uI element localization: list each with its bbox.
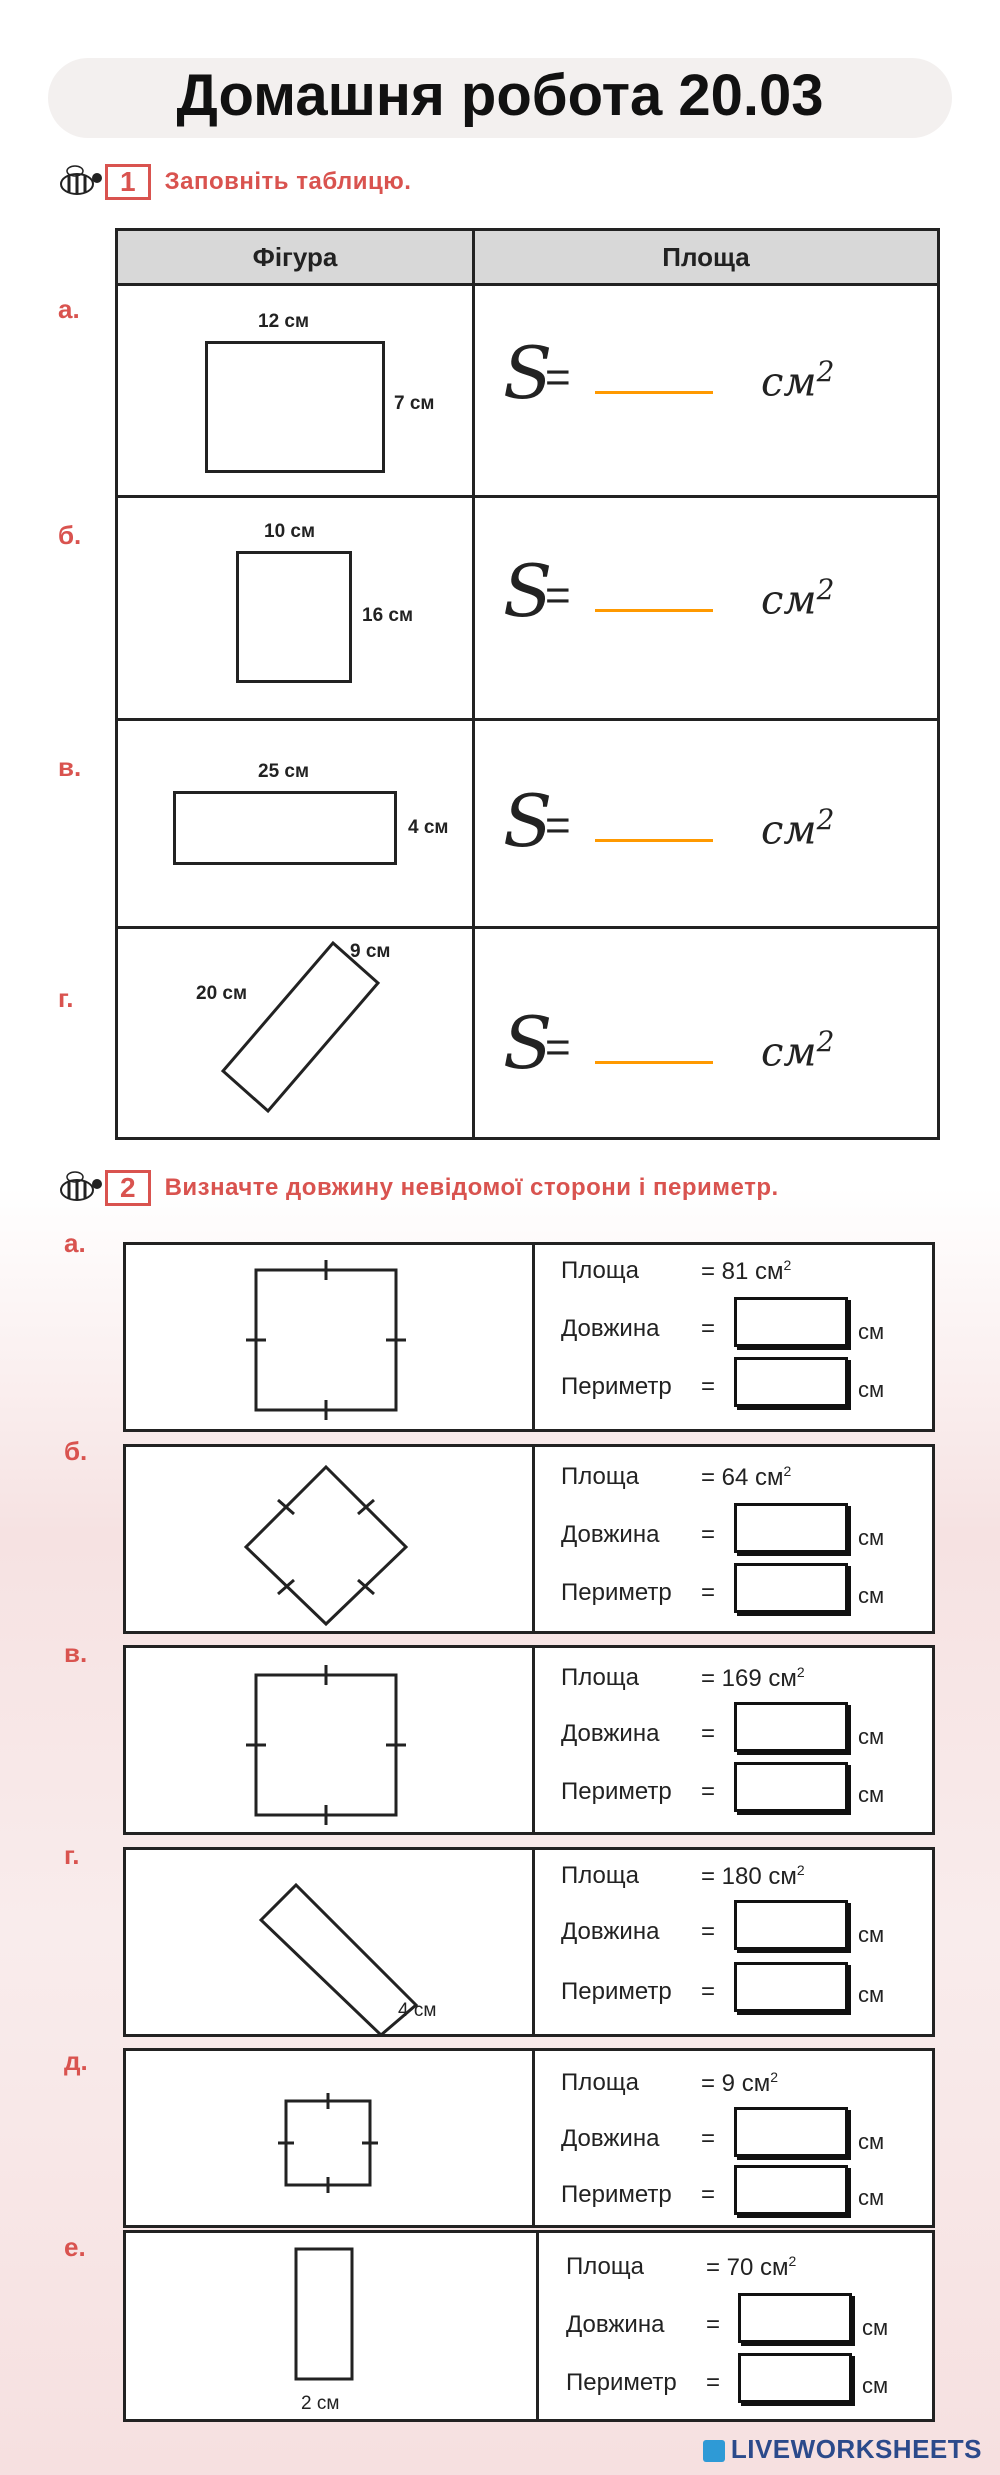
task2-letter-b: б. (64, 1436, 88, 1466)
perimeter-input[interactable] (734, 1563, 848, 1613)
tall-rectangle-e (276, 2241, 376, 2391)
task2-letter-g: г. (64, 1840, 80, 1870)
header-figure: Фігура (118, 231, 472, 286)
dim-b-side: 16 см (362, 605, 414, 626)
perimeter-input[interactable] (734, 1357, 848, 1407)
perimeter-input[interactable] (734, 1962, 848, 2012)
small-square-d (256, 2086, 396, 2206)
header-area: Площа (475, 231, 937, 286)
task2-instruction: Визначте довжину невідомої сторони і периметр. (164, 1174, 779, 1201)
task1-number: 1 (105, 164, 151, 200)
task2-letter-v: в. (64, 1638, 88, 1668)
task2-row-e: 2 см Площа = 70 $см^2$ Довжина = см Периметр = см (123, 2230, 935, 2422)
perimeter-input[interactable] (734, 2165, 848, 2215)
task2-letter-a: а. (64, 1228, 86, 1258)
task2-row-d: Площа = 9 $см^2$ Довжина = см Периметр = см (123, 2048, 935, 2228)
rhombus-b (226, 1452, 466, 1632)
task2-row-b: Площа = 64 $см^2$ Довжина = см Периметр = см (123, 1444, 935, 1634)
task2-letter-d: д. (64, 2046, 88, 2076)
task2-number: 2 (105, 1170, 151, 1206)
task2-row-a: Площа = 81 $см^2$ Довжина = см Периметр = см (123, 1242, 935, 1432)
length-input[interactable] (734, 1702, 848, 1752)
liveworksheets-icon (703, 2440, 725, 2462)
formula-a: S = $см^2$ (503, 331, 835, 415)
bee-icon (55, 1170, 111, 1206)
length-input[interactable] (734, 2107, 848, 2157)
bee-icon (55, 164, 111, 200)
dim-a-top: 12 см (258, 311, 310, 332)
task2-header (55, 1170, 779, 1206)
formula-g: S = $см^2$ (503, 1001, 835, 1085)
answer-blank-v[interactable] (595, 839, 713, 842)
task1-header (55, 164, 411, 200)
dim-b-top: 10 см (264, 521, 316, 542)
side-label: 2 см (301, 2393, 340, 2414)
task1-instruction: Заповніть таблицю. (164, 168, 412, 195)
area-value: = 81 $см^2$ (701, 1257, 792, 1285)
task2-row-g: 4 см Площа = 180 $см^2$ Довжина = см Периметр = см (123, 1847, 935, 2037)
formula-b: S = $см^2$ (503, 549, 835, 633)
task2-letter-e: е. (64, 2232, 86, 2262)
dim-v-top: 25 см (258, 761, 310, 782)
answer-blank-b[interactable] (595, 609, 713, 612)
dim-v-side: 4 см (408, 817, 449, 838)
perimeter-input[interactable] (734, 1762, 848, 1812)
dim-g-long: 20 см (196, 983, 248, 1004)
formula-v: S = $см^2$ (503, 779, 835, 863)
rectangle-a (205, 341, 385, 473)
length-input[interactable] (738, 2293, 852, 2343)
length-input[interactable] (734, 1297, 848, 1347)
length-input[interactable] (734, 1900, 848, 1950)
task1-letter-v: в. (58, 752, 82, 782)
label-area: Площа (561, 1257, 639, 1284)
perimeter-input[interactable] (738, 2353, 852, 2403)
task2-row-v: Площа = 169 $см^2$ Довжина = см Периметр = см (123, 1645, 935, 1835)
task1-letter-g: г. (58, 983, 74, 1013)
liveworksheets-logo: LIVEWORKSHEETS (703, 2434, 982, 2465)
rectangle-v (173, 791, 397, 865)
label-length: Довжина (561, 1315, 660, 1342)
task1-letter-a: а. (58, 294, 80, 324)
formula-s: S (503, 331, 553, 415)
answer-blank-g[interactable] (595, 1061, 713, 1064)
task1-letter-b: б. (58, 520, 82, 550)
label-perimeter: Периметр (561, 1373, 672, 1400)
dim-a-side: 7 см (394, 393, 435, 414)
square-a (226, 1255, 466, 1425)
answer-blank-a[interactable] (595, 391, 713, 394)
rotated-rectangle-g (198, 931, 438, 1131)
page-title: Домашня робота 20.03 (176, 63, 824, 128)
side-label: 4 см (398, 2000, 437, 2021)
task1-table (115, 228, 940, 1140)
length-input[interactable] (734, 1503, 848, 1553)
rectangle-b (236, 551, 352, 683)
square-v (226, 1660, 466, 1830)
dim-g-short: 9 см (350, 941, 391, 962)
